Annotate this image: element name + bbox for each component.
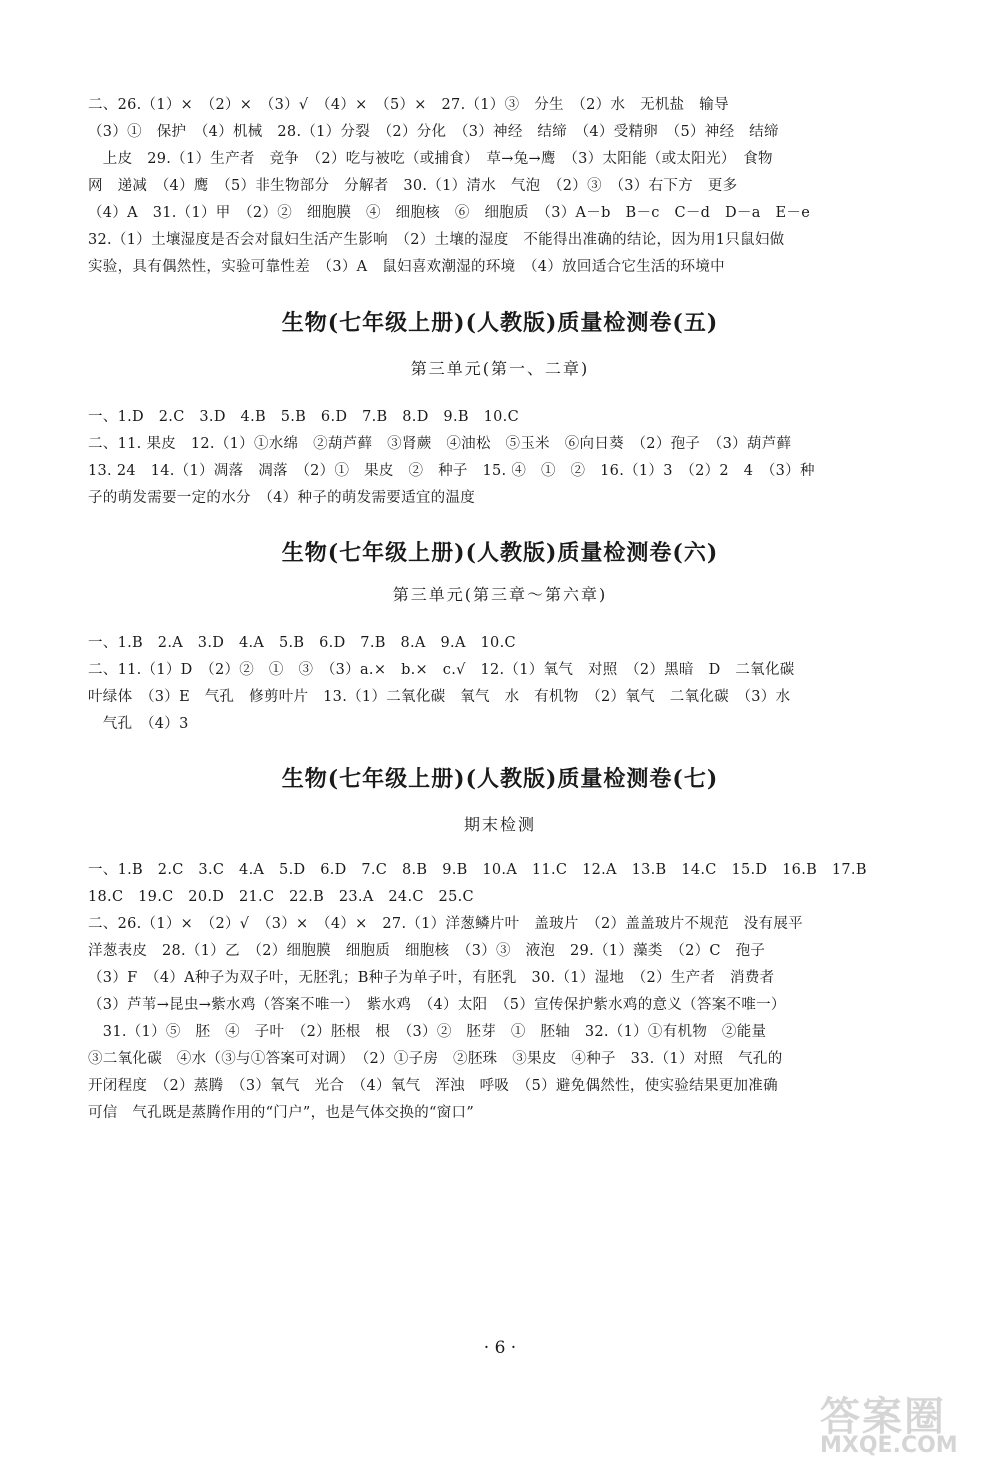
exam6-title: 生物(七年级上册)(人教版)质量检测卷(六) [281, 540, 719, 566]
answers-continued [88, 92, 923, 281]
answer-line: 实验，具有偶然性，实验可靠性差 （3）A 鼠妇喜欢潮湿的环境 （4）放回适合它生活的环境中 [88, 259, 725, 275]
answer-line: 一、1.D 2.C 3.D 4.B 5.B 6.D 7.B 8.D 9.B 10.C [88, 409, 519, 425]
answer-line: ③二氧化碳 ④水（③与①答案可对调） （2）①子房 ②胚珠 ③果皮 ④种子 33.（1）对照 气孔的 [88, 1051, 783, 1067]
answer-line: 子的萌发需要一定的水分 （4）种子的萌发需要适宜的温度 [88, 490, 476, 506]
answer-line: 32.（1）土壤湿度是否会对鼠妇生活产生影响 （2）土壤的湿度 不能得出准确的结论，因为用1只鼠妇做 [88, 232, 785, 248]
exam5-subtitle: 第三单元(第一、二章) [410, 359, 590, 378]
watermark-logo [820, 1385, 990, 1460]
answer-line: （3）F （4）A种子为双子叶，无胚乳；B种子为单子叶，有胚乳 30.（1）湿地 （2）生产者 消费者 [88, 970, 775, 986]
answer-line: 气孔 （4）3 [88, 716, 189, 732]
exam5-title: 生物(七年级上册)(人教版)质量检测卷(五) [281, 310, 719, 336]
answer-line: 洋葱表皮 28.（1）乙 （2）细胞膜 细胞质 细胞核 （3）③ 液泡 29.（1）藻类 （2）C 孢子 [88, 943, 766, 959]
exam7-answers [88, 857, 923, 1127]
answer-line: 二、26.（1）× （2）√ （3）× （4）× 27.（1）洋葱鳞片叶 盖玻片 （2）盖盖玻片不规范 没有展平 [88, 916, 803, 932]
answer-line: 13. 24 14.（1）凋落 凋落 （2）① 果皮 ② 种子 15. ④ ① ② 16.（1）3 （2）2 4 （3）种 [88, 463, 815, 479]
answer-line: 上皮 29.（1）生产者 竞争 （2）吃与被吃（或捕食） 草→兔→鹰 （3）太阳能（或太阳光） 食物 [88, 151, 773, 167]
answer-line: （3）芦苇→昆虫→紫水鸡（答案不唯一） 紫水鸡 （4）太阳 （5）宣传保护紫水鸡的意义（答案不唯一） [88, 997, 786, 1013]
exam7-subtitle: 期末检测 [463, 815, 536, 834]
page-number: · 6 · [483, 1338, 517, 1358]
answer-line: （3）① 保护 （4）机械 28.（1）分裂 （2）分化 （3）神经 结缔 （4）受精卵 （5）神经 结缔 [88, 124, 779, 140]
answer-line: 网 递减 （4）鹰 （5）非生物部分 分解者 30.（1）清水 气泡 （2）③ （3）右下方 更多 [88, 178, 738, 194]
answer-line: 二、11.（1）D （2）② ① ③ （3）a.× b.× c.√ 12.（1）氧气 对照 （2）黑暗 D 二氧化碳 [88, 662, 795, 678]
exam7-title: 生物(七年级上册)(人教版)质量检测卷(七) [281, 766, 719, 792]
answer-line: 可信 气孔既是蒸腾作用的“门户”，也是气体交换的“窗口” [88, 1105, 475, 1121]
watermark-text: 答案圈 [820, 1394, 946, 1440]
answer-line: 一、1.B 2.A 3.D 4.A 5.B 6.D 7.B 8.A 9.A 10.C [88, 635, 516, 651]
exam6-answers [88, 630, 923, 738]
answer-line: 开闭程度 （2）蒸腾 （3）氧气 光合 （4）氧气 浑浊 呼吸 （5）避免偶然性，使实验结果更加准确 [88, 1078, 778, 1094]
answer-line: 18.C 19.C 20.D 21.C 22.B 23.A 24.C 25.C [88, 889, 474, 905]
watermark-url: MXQE.COM [820, 1433, 958, 1458]
answer-line: 一、1.B 2.C 3.C 4.A 5.D 6.D 7.C 8.B 9.B 10.A 11.C 12.A 13.B 14.C 15.D 16.B 17.B [88, 862, 867, 878]
answer-line: 31.（1）⑤ 胚 ④ 子叶 （2）胚根 根 （3）② 胚芽 ① 胚轴 32.（1）①有机物 ②能量 [88, 1024, 767, 1040]
answer-line: 二、11. 果皮 12.（1）①水绵 ②葫芦藓 ③肾蕨 ④油松 ⑤玉米 ⑥向日葵 （2）孢子 （3）葫芦藓 [88, 436, 792, 452]
answer-line: 叶绿体 （3）E 气孔 修剪叶片 13.（1）二氧化碳 氧气 水 有机物 （2）氧气 二氧化碳 （3）水 [88, 689, 791, 705]
answer-line: （4）A 31.（1）甲 （2）② 细胞膜 ④ 细胞核 ⑥ 细胞质 （3）A－b B－c C－d D－a E－e [88, 205, 811, 221]
answer-line: 二、26.（1）× （2）× （3）√ （4）× （5）× 27.（1）③ 分生 （2）水 无机盐 输导 [88, 97, 729, 113]
exam5-answers [88, 404, 923, 512]
exam6-subtitle: 第三单元(第三章～第六章) [392, 585, 608, 604]
